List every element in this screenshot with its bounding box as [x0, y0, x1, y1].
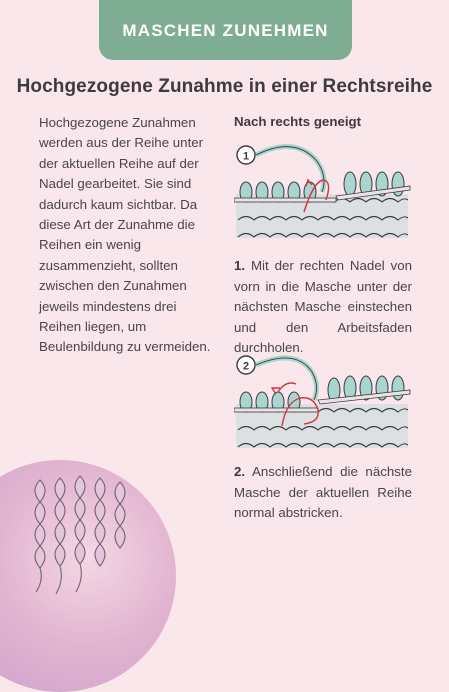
step-1-label: 1. [234, 258, 246, 273]
step-2-badge [237, 356, 255, 374]
stitch-column-1 [35, 480, 45, 568]
step-2-illustration [234, 350, 412, 450]
subheading: Nach rechts geneigt [234, 114, 362, 129]
stitch-column-4 [95, 478, 105, 566]
step-2-description: Anschließend die nächste Masche der aktuellen Reihe normal abstricken. [234, 464, 412, 520]
step-2-badge-number: 2 [242, 360, 250, 373]
stitch-column-2 [55, 478, 65, 566]
step-1-badge [237, 146, 255, 164]
step-1-description: Mit der rechten Nadel von vorn in die Masche unter der nächsten Masche einstechen und den Arbeitsfaden durchholen. [234, 258, 412, 355]
section-banner-label: MASCHEN ZUNEHMEN [122, 21, 329, 40]
stitch-column-3 [75, 476, 85, 564]
step-1-badge-number: 1 [242, 150, 250, 163]
section-banner [99, 0, 352, 60]
intro-paragraph: Hochgezogene Zunahmen werden aus der Reihe unter der aktuellen Reihe auf der Nadel gearbeitet. Sie sind dadurch kaum sichtbar. Da diese Art der Zunahme die Reihen ein wenig zusammenzieht, sollten zwischen den Zunahmen jeweils mindestens drei Reihen liegen, um Beulenbildung zu vermeiden. [39, 115, 211, 355]
stitch-column-5 [115, 482, 125, 548]
page-title: Hochgezogene Zunahme in einer Rechtsreihe [16, 76, 433, 97]
stitch-pattern-decoration [0, 470, 160, 600]
knitting-needle-left-2 [234, 408, 318, 412]
step-2-text [234, 462, 412, 524]
step-1-text [234, 256, 412, 359]
knitting-needle-left [234, 198, 336, 202]
step-2-label: 2. [234, 464, 246, 479]
step-1-illustration [234, 140, 412, 240]
